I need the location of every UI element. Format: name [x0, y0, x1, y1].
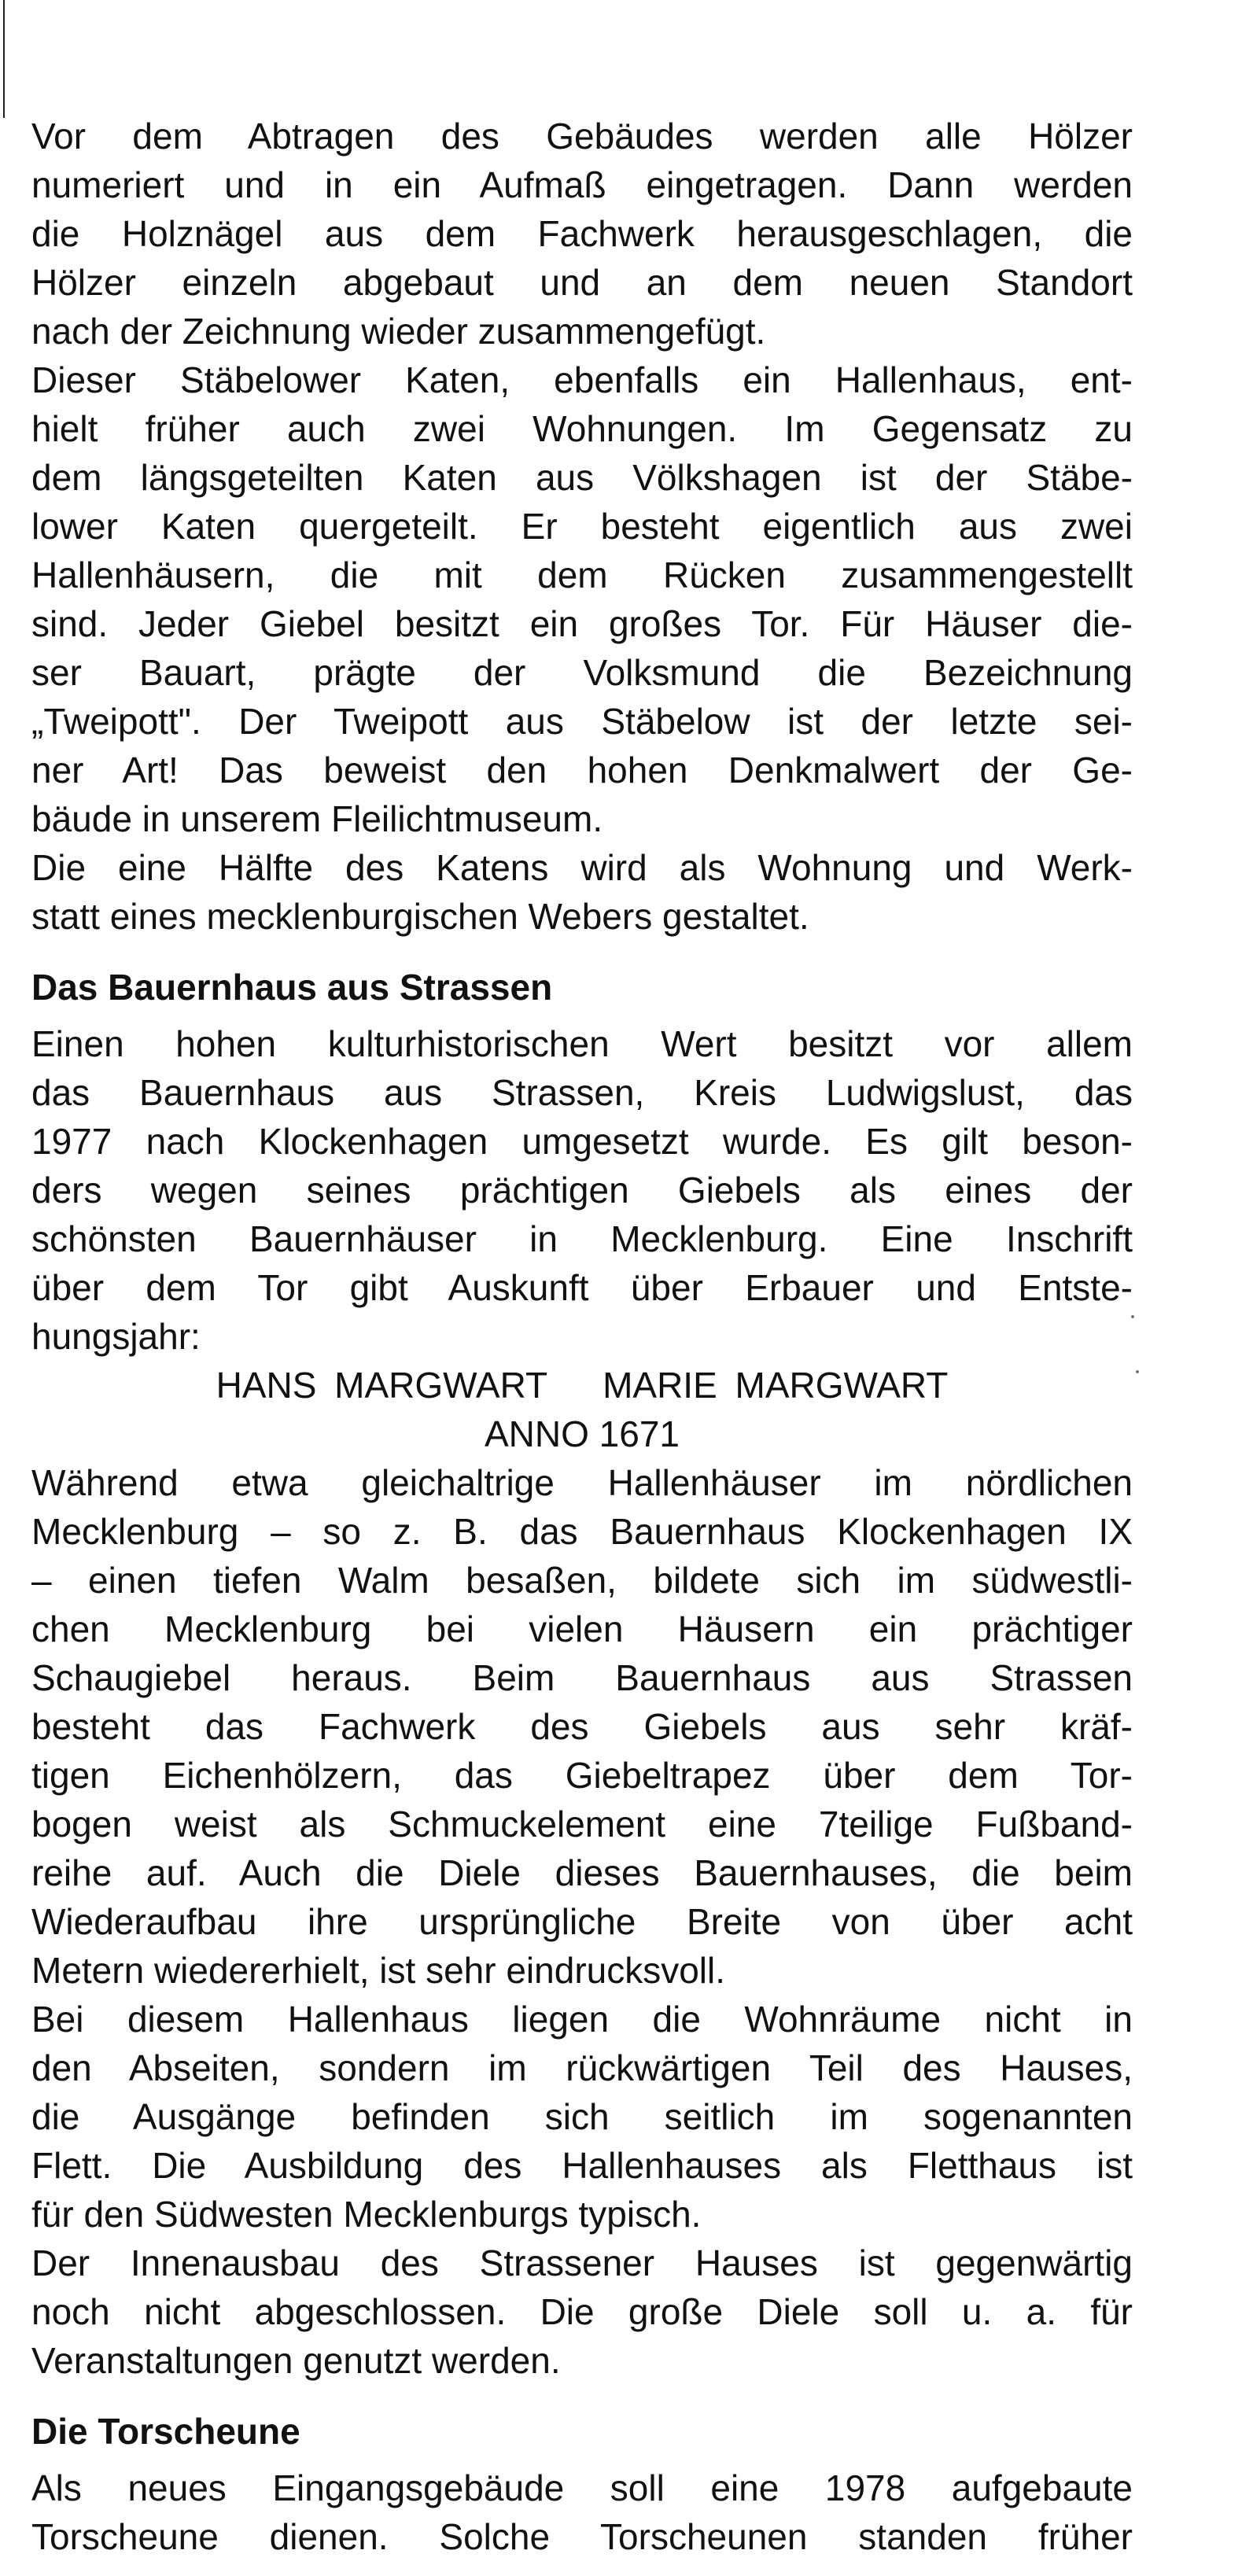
- inscription-year: ANNO 1671: [484, 1413, 680, 1454]
- text-line: 1977 nach Klockenhagen umgesetzt wurde. Es gilt beson-: [31, 1121, 1133, 1162]
- text-line: chen Mecklenburg bei vielen Häusern ein prächtiger: [31, 1609, 1133, 1649]
- text-line: über dem Tor gibt Auskunft über Erbauer und Entste-: [31, 1267, 1133, 1308]
- intro-paragraph-1: [31, 112, 1133, 356]
- text-line: dem längsgeteilten Katen aus Völkshagen ist der Stäbe-: [31, 457, 1133, 498]
- text-line: Veranstaltungen genutzt werden.: [31, 2340, 561, 2381]
- text-line: ner Art! Das beweist den hohen Denkmalwert der Ge-: [31, 750, 1133, 790]
- section-heading-torscheune: Die Torscheune: [31, 2411, 300, 2452]
- text-line: Einen hohen kulturhistorischen Wert besitzt vor allem: [31, 1023, 1133, 1064]
- text-line: Als neues Eingangsgebäude soll eine 1978 aufgebaute: [31, 2467, 1133, 2508]
- text-line: Torscheune dienen. Solche Torscheunen standen früher: [31, 2516, 1133, 2557]
- text-line: Die eine Hälfte des Katens wird als Wohnung und Werk-: [31, 847, 1133, 888]
- intro-paragraph-3: [31, 843, 1133, 941]
- text-line: Wiederaufbau ihre ursprüngliche Breite von über acht: [31, 1901, 1133, 1942]
- text-line: die Holznägel aus dem Fachwerk herausgeschlagen, die: [31, 213, 1133, 254]
- text-line: Bei diesem Hallenhaus liegen die Wohnräume nicht in: [31, 1999, 1133, 2040]
- text-line: Hallenhäusern, die mit dem Rücken zusammengestellt: [31, 555, 1133, 595]
- text-line: hielt früher auch zwei Wohnungen. Im Gegensatz zu: [31, 408, 1133, 449]
- text-line: noch nicht abgeschlossen. Die große Diele soll u. a. für: [31, 2291, 1133, 2332]
- text-line: Vor dem Abtragen des Gebäudes werden alle Hölzer: [31, 116, 1133, 157]
- text-line: besteht das Fachwerk des Giebels aus sehr kräf-: [31, 1706, 1133, 1747]
- text-line: hungsjahr:: [31, 1316, 201, 1357]
- text-line: Metern wiedererhielt, ist sehr eindrucksvoll.: [31, 1950, 726, 1991]
- inscription-names: [31, 1361, 1133, 1410]
- text-line: schönsten Bauernhäuser in Mecklenburg. Eine Inschrift: [31, 1218, 1133, 1259]
- document-body: [31, 112, 1133, 2561]
- text-line: – einen tiefen Walm besaßen, bildete sich im südwestli-: [31, 1560, 1133, 1601]
- bauernhaus-paragraph-1: [31, 1019, 1133, 1361]
- gable-inscription: [31, 1361, 1133, 1458]
- text-line: statt eines mecklenburgischen Webers gestaltet.: [31, 896, 809, 937]
- section-heading-bauernhaus: Das Bauernhaus aus Strassen: [31, 967, 553, 1008]
- bauernhaus-paragraph-4: [31, 2239, 1133, 2385]
- text-line: für den Südwesten Mecklenburgs typisch.: [31, 2194, 702, 2235]
- text-line: „Tweipott". Der Tweipott aus Stäbelow ist der letzte sei-: [31, 701, 1133, 742]
- text-line: Flett. Die Ausbildung des Hallenhauses als Fletthaus ist: [31, 2145, 1133, 2186]
- torscheune-paragraph-1: [31, 2464, 1133, 2561]
- bauernhaus-paragraph-3: [31, 1995, 1133, 2239]
- text-line: Der Innenausbau des Strassener Hauses ist gegenwärtig: [31, 2242, 1133, 2283]
- text-line: die Ausgänge befinden sich seitlich im sogenannten: [31, 2096, 1133, 2137]
- text-line: das Bauernhaus aus Strassen, Kreis Ludwigslust, das: [31, 1072, 1133, 1113]
- text-line: Hölzer einzeln abgebaut und an dem neuen Standort: [31, 262, 1133, 303]
- text-line: ser Bauart, prägte der Volksmund die Bezeichnung: [31, 652, 1133, 693]
- text-line: reihe auf. Auch die Diele dieses Bauernhauses, die beim: [31, 1852, 1133, 1893]
- text-line: Schaugiebel heraus. Beim Bauernhaus aus Strassen: [31, 1657, 1133, 1698]
- inscription-name-1: HANS MARGWART: [216, 1365, 548, 1406]
- text-line: ders wegen seines prächtigen Giebels als eines der: [31, 1170, 1133, 1211]
- text-line: bogen weist als Schmuckelement eine 7teilige Fußband-: [31, 1804, 1133, 1844]
- text-line: Während etwa gleichaltrige Hallenhäuser im nördlichen: [31, 1462, 1133, 1503]
- text-line: Dieser Stäbelower Katen, ebenfalls ein Hallenhaus, ent-: [31, 359, 1133, 400]
- text-line: nach der Zeichnung wieder zusammengefügt.: [31, 311, 766, 352]
- intro-paragraph-2: [31, 356, 1133, 843]
- bauernhaus-paragraph-2: [31, 1458, 1133, 1995]
- text-line: bäude in unserem Fleilichtmuseum.: [31, 798, 603, 839]
- text-line: lower Katen quergeteilt. Er besteht eigentlich aus zwei: [31, 506, 1133, 547]
- text-line: Mecklenburg – so z. B. das Bauernhaus Klockenhagen IX: [31, 1511, 1133, 1552]
- inscription-name-2: MARIE MARGWART: [603, 1365, 949, 1406]
- print-speck: [1136, 1370, 1139, 1373]
- text-line: den Abseiten, sondern im rückwärtigen Teil des Hauses,: [31, 2047, 1133, 2088]
- text-line: sind. Jeder Giebel besitzt ein großes Tor. Für Häuser die-: [31, 603, 1133, 644]
- text-line: tigen Eichenhölzern, das Giebeltrapez über dem Tor-: [31, 1755, 1133, 1796]
- page-edge-line: [3, 0, 5, 118]
- text-line: numeriert und in ein Aufmaß eingetragen. Dann werden: [31, 164, 1133, 205]
